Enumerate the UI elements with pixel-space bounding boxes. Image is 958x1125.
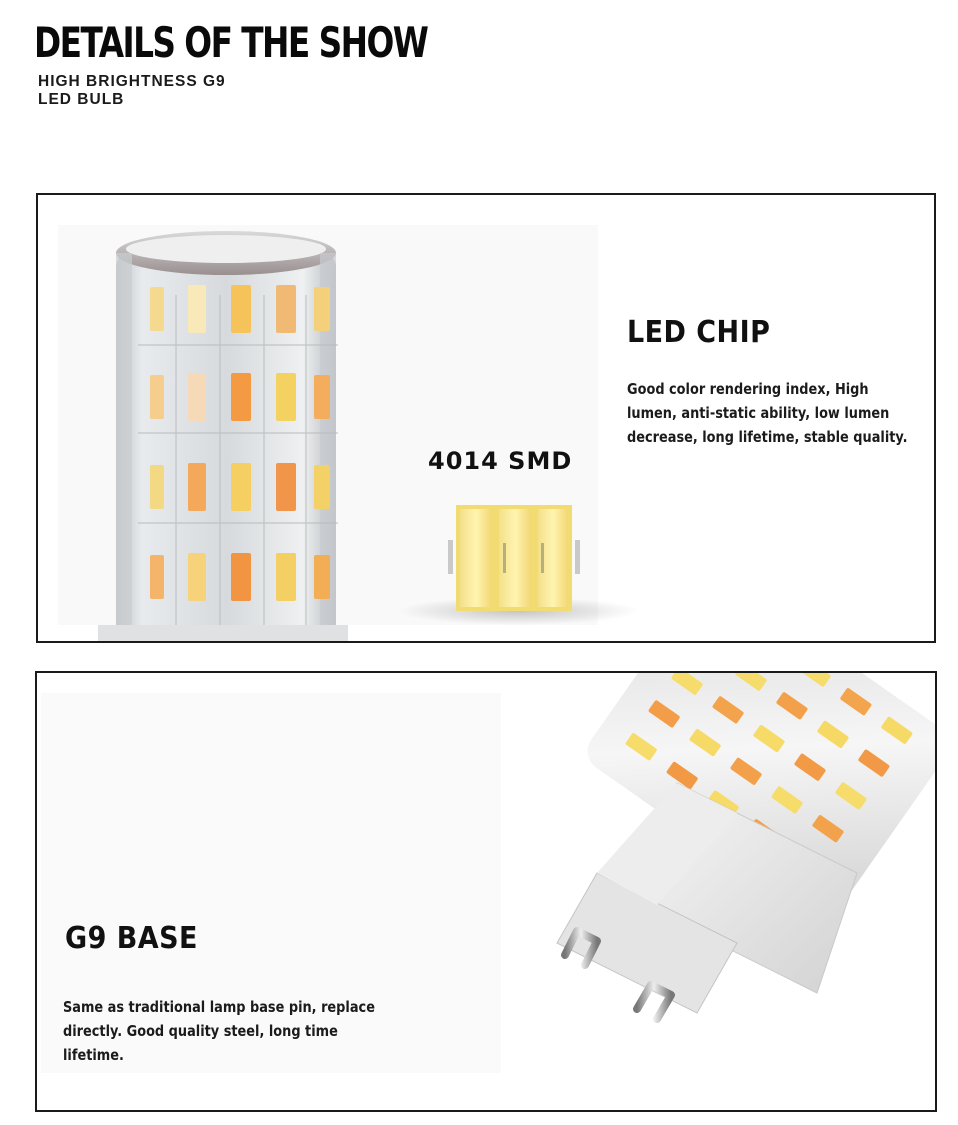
subtitle-line-2: LED BULB	[38, 91, 125, 108]
smd-label: 4014 SMD	[428, 447, 573, 475]
led-chip-panel	[36, 193, 936, 643]
g9-base-desc-line-1: Same as traditional lamp base pin, replace	[63, 998, 375, 1016]
led-chip-description	[627, 377, 936, 449]
g9-base-desc-line-3: lifetime.	[63, 1046, 124, 1064]
g9-base-desc-line-2: directly. Good quality steel, long time	[63, 1022, 338, 1040]
page-subtitle	[38, 73, 226, 109]
g9-base-description	[63, 995, 407, 1067]
g9-base-panel	[35, 671, 937, 1112]
page-title: DETAILS OF THE SHOW	[34, 18, 428, 67]
led-chip-desc-line-3: decrease, long lifetime, stable quality.	[627, 428, 908, 446]
led-chip-title: LED CHIP	[627, 315, 771, 350]
g9-base-title: G9 BASE	[65, 921, 198, 956]
led-chip-desc-line-2: lumen, anti-static ability, low lumen	[627, 404, 890, 422]
led-chip-desc-line-1: Good color rendering index, High	[627, 380, 869, 398]
subtitle-line-1: HIGH BRIGHTNESS G9	[38, 73, 226, 90]
